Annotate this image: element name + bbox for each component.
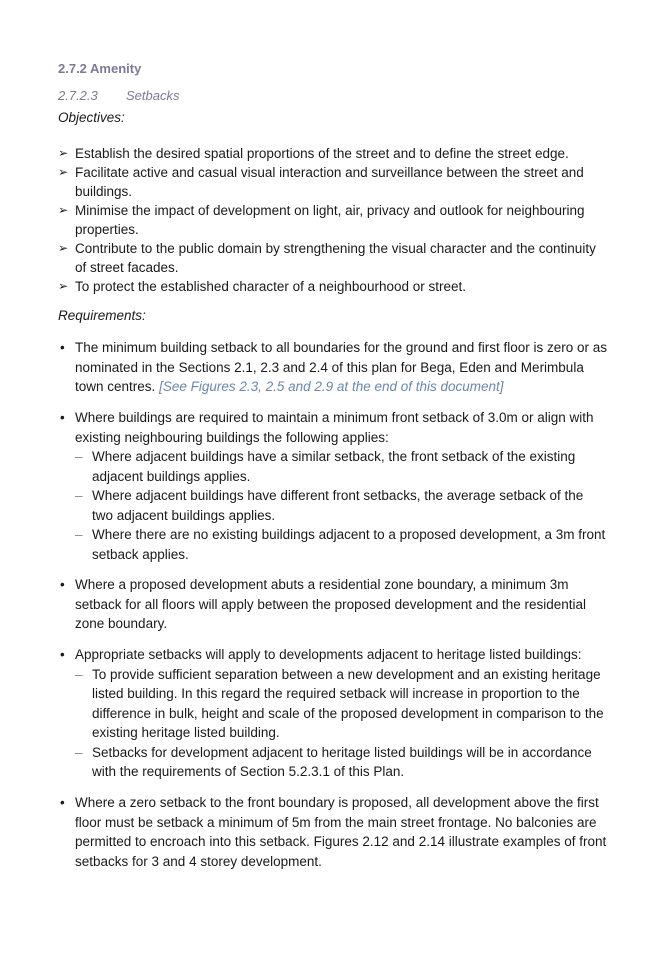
subsection-title: Setbacks (126, 88, 180, 103)
objectives-label: Objectives: (58, 110, 125, 125)
sub-item: – Where there are no existing buildings adjacent to a proposed development, a 3m front setback applies. (75, 527, 606, 562)
bullet-icon: • (60, 577, 65, 592)
arrow-bullet-icon: ➢ (58, 279, 69, 293)
requirement-item (58, 793, 608, 871)
dash-icon: – (75, 449, 83, 464)
dash-icon: – (75, 527, 83, 542)
sub-item: – To provide sufficient separation between a new development and an existing heritage listed building. In this regard the required setback will increase in proportion to the difference in bulk, height and scale of the proposed development in comparison to the existing heritage listed building. (75, 666, 604, 740)
objective-item: ➢ To protect the established character of a neighbourhood or street. (58, 279, 466, 294)
subsection-heading (58, 88, 179, 103)
dash-icon: – (75, 488, 83, 503)
requirement-item (58, 575, 608, 634)
sub-list (58, 447, 608, 564)
requirement-text: Where buildings are required to maintain a minimum front setback of 3.0m or align with existing neighbouring buildings the following applies: (75, 410, 594, 445)
requirement-text: The minimum building setback to all boundaries for the ground and first floor is zero or as nominated in the Sections 2.1, 2.3 and 2.4 of this plan for Bega, Eden and Merimbula town centres. (75, 340, 608, 394)
figure-reference: [See Figures 2.3, 2.5 and 2.9 at the end of this document] (159, 379, 504, 394)
requirement-text: Appropriate setbacks will apply to developments adjacent to heritage listed buildings: (75, 647, 582, 662)
requirement-item (58, 645, 608, 782)
requirement-item (58, 338, 608, 397)
bullet-icon: • (60, 795, 65, 810)
objective-item: ➢ Establish the desired spatial proportions of the street and to define the street edge. (58, 146, 569, 161)
arrow-bullet-icon: ➢ (58, 146, 69, 160)
sub-list (58, 665, 608, 782)
subsection-number: 2.7.2.3 (58, 88, 98, 103)
requirement-text: Where a proposed development abuts a residential zone boundary, a minimum 3m setback for all floors will apply between the proposed development and the residential zone boundary. (75, 577, 587, 631)
sub-item: – Where adjacent buildings have a similar setback, the front setback of the existing adjacent buildings applies. (75, 449, 576, 484)
section-heading: 2.7.2 Amenity (58, 61, 142, 76)
arrow-bullet-icon: ➢ (58, 165, 69, 179)
bullet-icon: • (60, 647, 65, 662)
arrow-bullet-icon: ➢ (58, 241, 69, 255)
objectives-list (58, 144, 608, 296)
bullet-icon: • (60, 410, 65, 425)
dash-icon: – (75, 666, 83, 682)
arrow-bullet-icon: ➢ (58, 203, 69, 217)
sub-item: – Setbacks for development adjacent to heritage listed buildings will be in accordance with the requirements of Section 5.2.3.1 of this Plan. (75, 744, 592, 779)
requirements-label: Requirements: (58, 308, 146, 323)
requirement-text: Where a zero setback to the front boundary is proposed, all development above the first floor must be setback a minimum of 5m from the main street frontage. No balconies are permitted to encroach into this setback. Figures 2.12 and 2.14 illustrate examples of front setbacks for 3 and 4 storey development. (75, 795, 607, 869)
requirement-item (58, 408, 608, 564)
objective-item: ➢ Facilitate active and casual visual interaction and surveillance between the street and buildings. (58, 165, 584, 199)
objective-item: ➢ Minimise the impact of development on light, air, privacy and outlook for neighbouring properties. (58, 203, 585, 237)
objective-item: ➢ Contribute to the public domain by strengthening the visual character and the continuity of street facades. (58, 241, 596, 275)
sub-item: – Where adjacent buildings have different front setbacks, the average setback of the two adjacent buildings applies. (75, 488, 584, 523)
dash-icon: – (75, 744, 83, 760)
bullet-icon: • (60, 340, 65, 355)
